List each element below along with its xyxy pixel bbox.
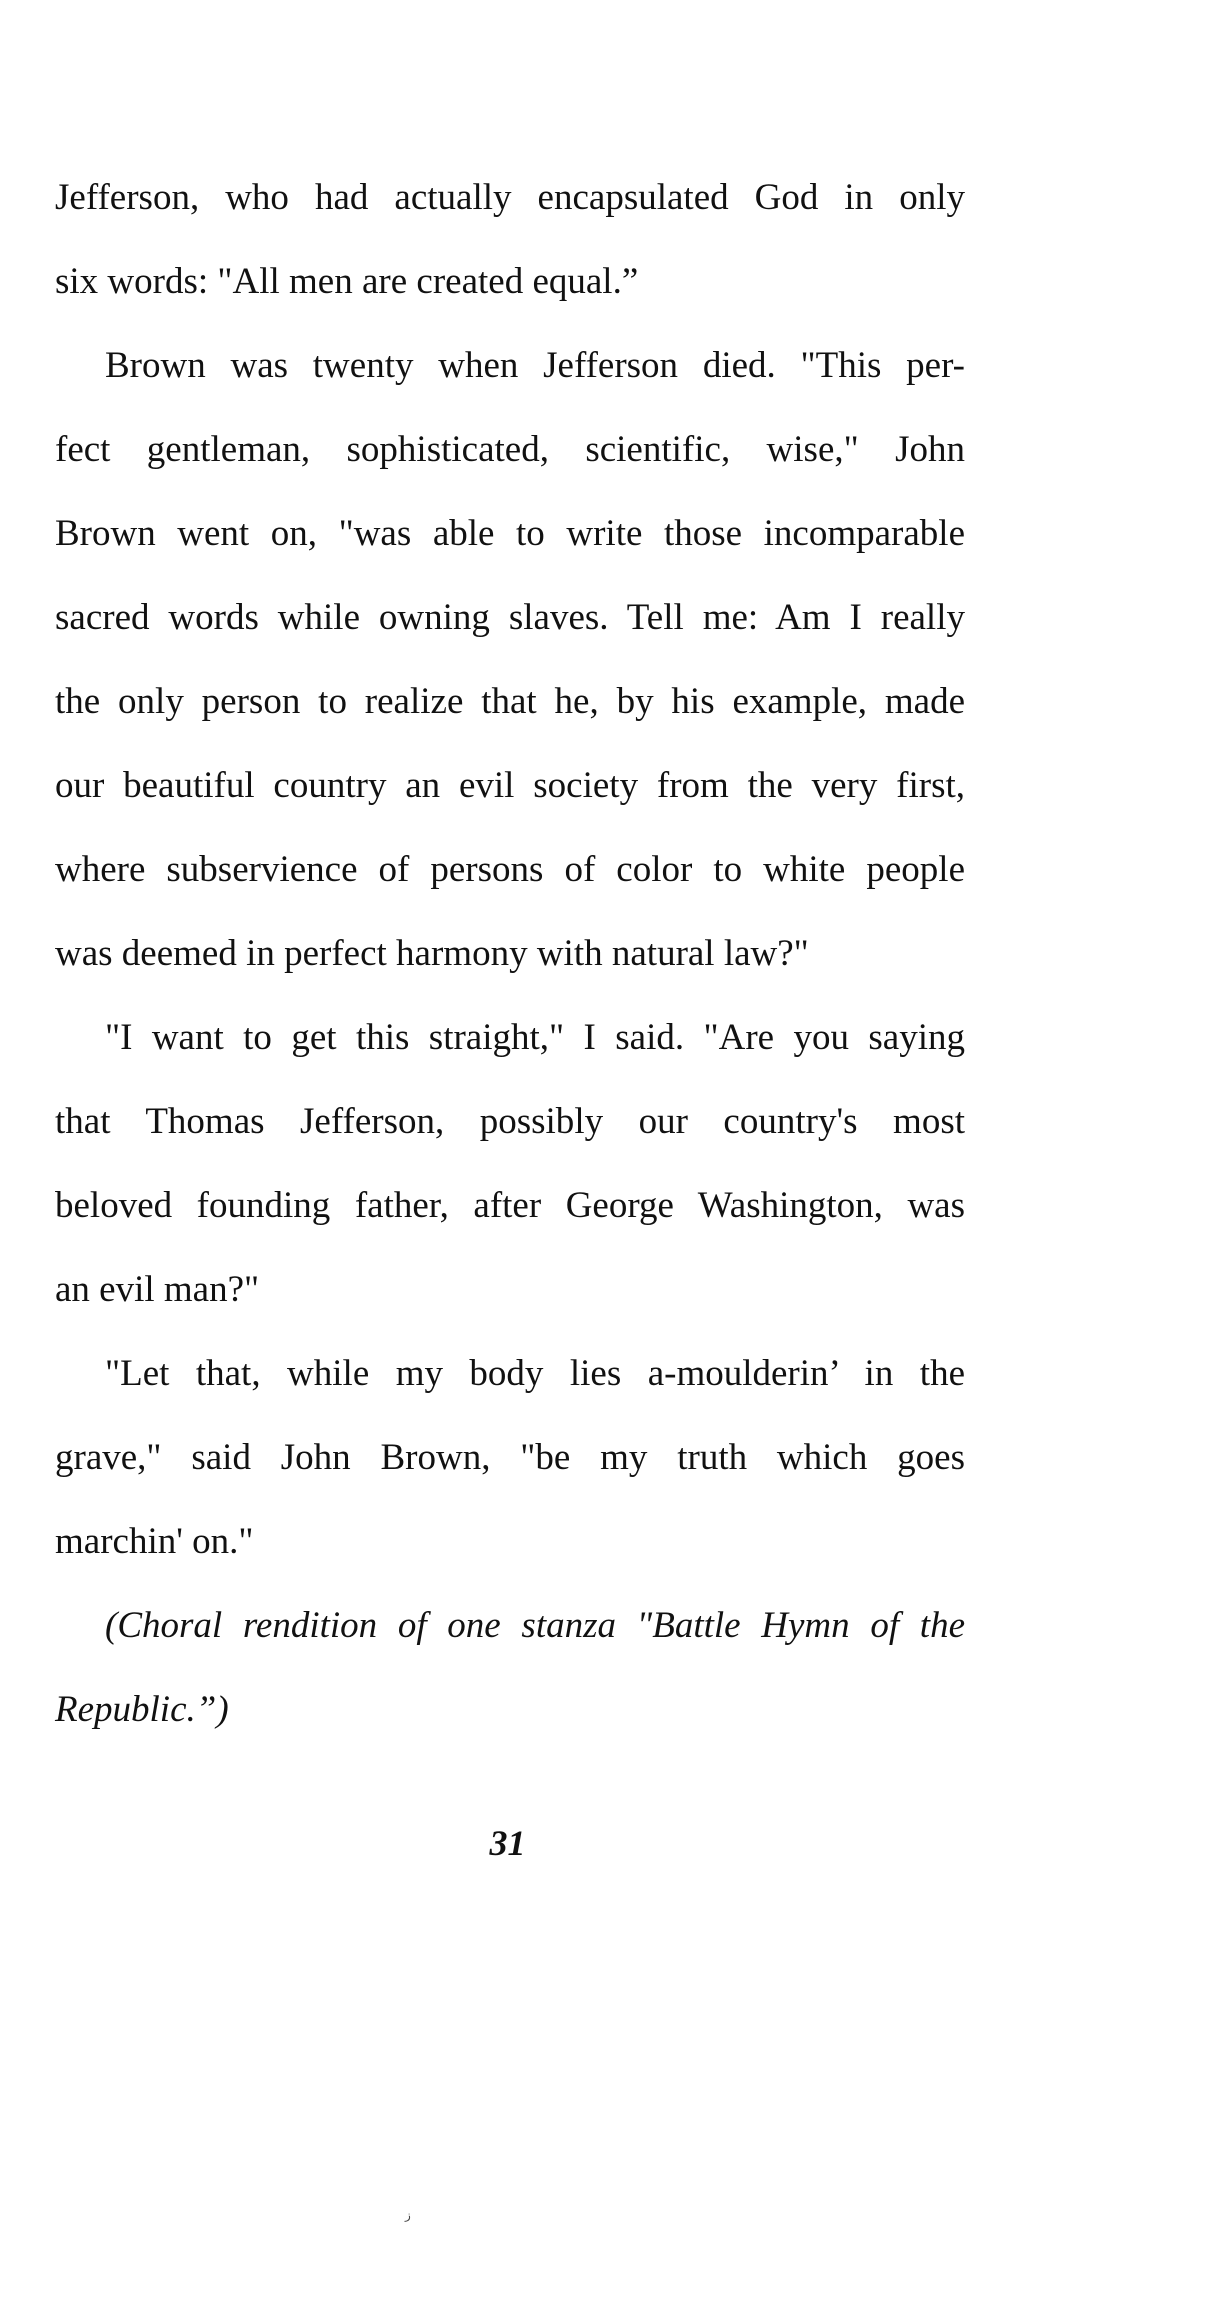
text-line: beloved founding father, after George Washington, was xyxy=(55,1185,965,1226)
text-line: that Thomas Jefferson, possibly our country's most xyxy=(55,1101,965,1142)
text-line: Jefferson, who had actually encapsulated God in only xyxy=(55,177,965,218)
scan-speck: ز xyxy=(405,2208,411,2222)
text-line: our beautiful country an evil society from the very first, xyxy=(55,765,965,806)
text-line: marchin' on." xyxy=(55,1521,254,1562)
text-line: fect gentleman, sophisticated, scientific, wise," John xyxy=(55,429,965,470)
text-line: six words: "All men are created equal.” xyxy=(55,261,639,302)
text-line: sacred words while owning slaves. Tell me: Am I really xyxy=(55,597,965,638)
text-line: "I want to get this straight," I said. "Are you saying xyxy=(105,1017,965,1058)
text-line: the only person to realize that he, by his example, made xyxy=(55,681,965,722)
text-line: grave," said John Brown, "be my truth which goes xyxy=(55,1437,965,1478)
stage-direction-line: Republic.”) xyxy=(55,1689,229,1730)
stage-direction-line: (Choral rendition of one stanza "Battle Hymn of the xyxy=(105,1605,965,1646)
text-line: an evil man?" xyxy=(55,1269,260,1310)
page-number: 31 xyxy=(489,1823,526,1863)
text-line: "Let that, while my body lies a-moulderin’ in the xyxy=(105,1353,965,1394)
text-line: Brown went on, "was able to write those incomparable xyxy=(55,513,965,554)
text-line: where subservience of persons of color to white people xyxy=(55,849,965,890)
text-line: Brown was twenty when Jefferson died. "This per- xyxy=(105,345,965,386)
text-line: was deemed in perfect harmony with natural law?" xyxy=(55,933,809,974)
